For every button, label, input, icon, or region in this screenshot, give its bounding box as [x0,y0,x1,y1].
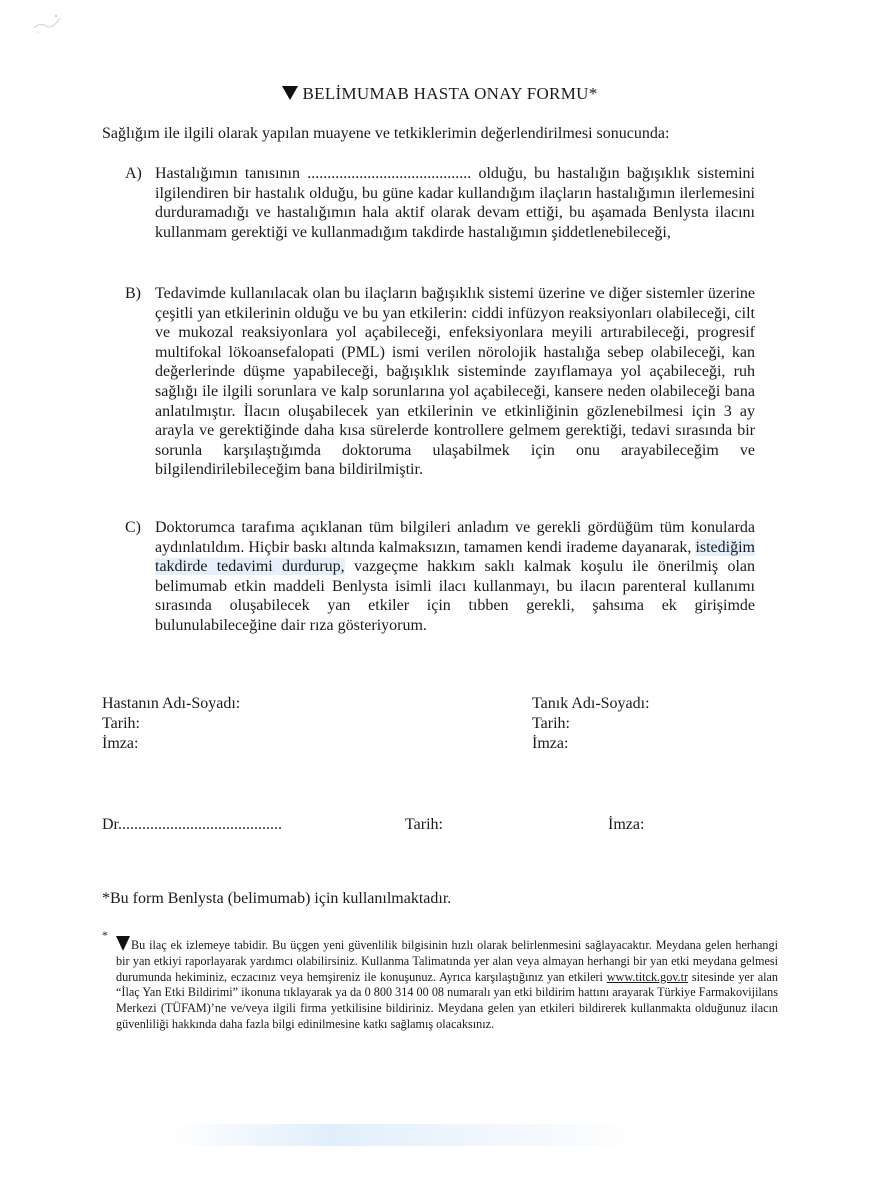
section-c-text-part1: Doktorumca tarafıma açıklanan tüm bilgileri anladım ve gerekli gördüğüm tüm konularda aydınlatıldım. Hiçbir baskı altında kalmaksızın, tamamen kendi irademe dayanarak, [155,519,755,556]
section-b [125,284,755,480]
scan-speck-mark [30,8,66,36]
section-b-text: Tedavimde kullanılacak olan bu ilaçların bağışıklık sistemi üzerine ve diğer sistemler üzerine çeşitli yan etkilerinin olduğu ve bu yan etkilerin: ciddi infüzyon reaksiyonları olabileceği, cilt ve mukozal reaksiyonlara yol açabileceği, enfeksiyonlara meyili artırabileceği, progresif multifokal lökoansefalopati (PML) ismi verilen nörolojik hastalığa sebep olabileceği, kan değerlerinde düşme yapabileceği, bağışıklık sisteminde zayıflamaya yol açabileceği, ruh sağlığı ile ilgili sorunlara ve kalp sorunlarına yol açabileceği, kansere neden olabileceği bana anlatılmıştır. İlacın oluşabilecek yan etkilerinin ve etkinliğinin gözlenebilmesi için 3 ay arayla ve gerektiğinde daha kısa sürelerde kontrollere gelmem gerektiği, tedavi sırasında bir sorunla karşılaştığımda doktoruma ulaşabilmek için onu arayabileceğim ve bilgilendirilebileceğim bana bildirilmiştir. [155,285,755,479]
black-triangle-icon [116,936,130,951]
form-title [0,84,879,104]
section-c-text [155,518,755,636]
section-b-letter: B) [125,285,141,302]
black-triangle-icon [282,86,298,100]
section-c [125,518,755,636]
section-a-text: Hastalığımın tanısının ......................................... olduğu, bu hastalığın bağışıklık sistemini ilgilendiren bir hastalık olduğu, bu güne kadar kullandığım ilaçların hastalığımın ilerlemesini durduramadığı ve hastalığımın hala aktif olarak devam ettiği, bu aşamada Benlysta ilacını kullanmam gerektiği ve kullanmadığım takdirde hastalığımın şiddetlenebileceği, [155,165,755,241]
intro-paragraph: Sağlığım ile ilgili olarak yapılan muayene ve tetkiklerimin değerlendirilmesi sonucunda: [102,125,670,142]
section-c-highlighted-text: istediğim takdirde tedavimi durdurup, [155,538,755,576]
witness-sign-label: İmza: [532,735,569,752]
patient-name-label: Hastanın Adı-Soyadı: [102,695,241,712]
section-c-letter: C) [125,519,141,536]
patient-date-label: Tarih: [102,715,140,732]
section-c-text-part2: vazgeçme hakkım saklı kalmak koşulu ile önerilmiş olan belimumab etkin maddeli Benlysta isimli ilacı kullanmayı, bu ilacın parenteral kullanımı sırasında oluşabilecek yan etkiler için tıbben gerekli, şahsıma ek girişimde bulunulabileceğine dair rıza gösteriyorum. [155,558,756,634]
witness-name-label: Tanık Adı-Soyadı: [532,695,650,712]
doctor-name-line: Dr......................................... [102,816,282,833]
footnote-text [102,928,778,1033]
witness-date-label: Tarih: [532,715,570,732]
doctor-sign-label: İmza: [608,816,645,833]
form-usage-note: *Bu form Benlysta (belimumab) için kullanılmaktadır. [102,890,452,907]
section-a [125,164,755,242]
section-a-letter: A) [125,165,142,182]
doctor-date-label: Tarih: [405,816,443,833]
titck-website-link[interactable]: www.titck.gov.tr [606,969,689,984]
footnote [102,928,778,1033]
form-title-text: BELİMUMAB HASTA ONAY FORMU* [302,84,598,103]
patient-signature-block [102,694,240,754]
scan-artifact-smudge [170,1124,650,1146]
footnote-text-part2: sitesinde yer alan “İlaç Yan Etki Bildirimi” ikonuna tıklayarak ya da 0 800 314 00 08 numaralı yan etki bildirim hattını arayarak Türkiye Farmakovijilans Merkezi (TÜFAM)’ne ve/veya ilgili firma yetkilisine bildiriniz. Meydana gelen yan etkileri bildirerek kullanmakta olduğunuz ilacın güvenliliği hakkında daha fazla bilgi edinilmesine katkı sağlamış olacaksınız. [116,969,778,1031]
patient-sign-label: İmza: [102,735,139,752]
footnote-text-part1: Bu ilaç ek izlemeye tabidir. Bu üçgen yeni güvenlilik bilgisinin hızlı olarak belirlenmesini sağlayacaktır. Meydana gelen herhangi bir yan etkiyi raporlayarak yardımcı olabilirsiniz. Kullanma Talimatında yer alan veya almayan herhangi bir yan etki meydana gelmesi durumunda hekiminiz, eczacınız veya hemşireniz ile konuşunuz. Ayrıca karşılaştığınız yan etkileri [116,938,778,984]
witness-signature-block [532,694,650,754]
footnote-asterisk: * [102,928,108,942]
